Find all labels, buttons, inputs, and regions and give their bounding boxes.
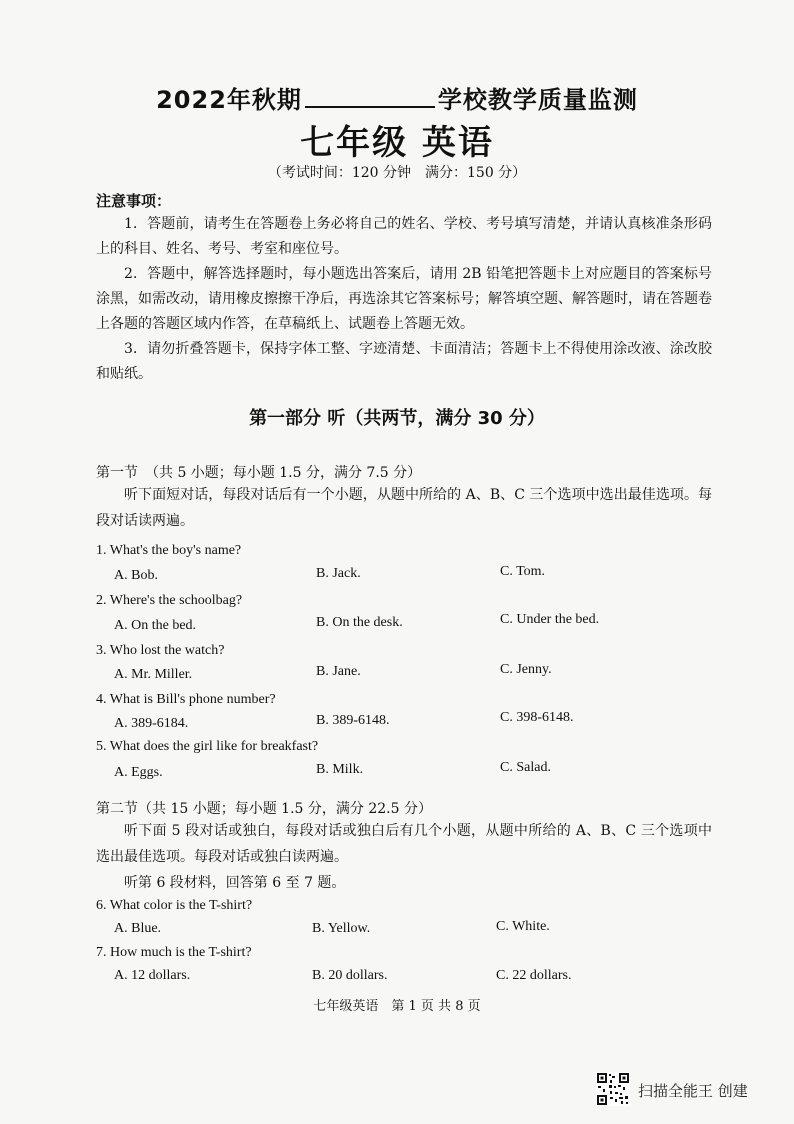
- question: 3. Who lost the watch?: [96, 643, 225, 658]
- option-a: A. Mr. Miller.: [114, 667, 193, 682]
- scanner-watermark: [596, 1072, 776, 1108]
- question: 5. What does the girl like for breakfast?: [96, 739, 319, 754]
- question: 1. What's the boy's name?: [96, 543, 242, 558]
- option-b: B. Milk.: [316, 762, 364, 777]
- option-c: C. Under the bed.: [500, 612, 600, 627]
- option-a: A. On the bed.: [114, 618, 197, 633]
- option-a: A. Eggs.: [114, 765, 163, 780]
- notice-item: 3．请勿折叠答题卡，保持字体工整、字迹清楚、卡面清洁；答题卡上不得使用涂改液、涂改胶和贴纸。: [96, 341, 712, 382]
- question: 2. Where's the schoolbag?: [96, 593, 243, 608]
- notice-title: 注意事项：: [96, 192, 172, 210]
- option-c: C. Jenny.: [500, 662, 552, 677]
- sub-instruction: 听第 6 段材料，回答第 6 至 7 题。: [124, 875, 346, 891]
- exam-info: （考试时间：120 分钟 满分：150 分）: [267, 165, 527, 181]
- question: 4. What is Bill's phone number?: [96, 692, 276, 707]
- option-c: C. White.: [496, 919, 550, 934]
- section-instruction: 听下面 5 段对话或独白，每段对话或独白后有几个小题，从题中所给的 A、B、C 三个选项中选出最佳选项。每段对话或独白读两遍。: [96, 823, 712, 865]
- option-c: C. Salad.: [500, 760, 551, 775]
- option-a: A. 389-6184.: [114, 716, 189, 731]
- part-title: 第一部分 听（共两节，满分 30 分）: [249, 408, 545, 429]
- qr-code-icon: [596, 1072, 630, 1106]
- option-b: B. Jane.: [316, 664, 361, 679]
- watermark-text: 扫描全能王 创建: [638, 1082, 748, 1100]
- option-c: C. Tom.: [500, 564, 546, 579]
- section-heading: 第二节（共 15 小题；每小题 1.5 分，满分 22.5 分）: [96, 801, 432, 817]
- notice-item: 1．答题前，请考生在答题卷上务必将自己的姓名、学校、考号填写清楚，并请认真核准条形码上的科目、姓名、考号、考室和座位号。: [96, 216, 712, 257]
- option-c: C. 22 dollars.: [496, 968, 572, 983]
- option-b: B. Yellow.: [312, 921, 371, 936]
- option-b: B. On the desk.: [316, 615, 403, 630]
- school-name-blank: [305, 88, 435, 108]
- option-b: B. 20 dollars.: [312, 968, 388, 983]
- option-b: B. Jack.: [316, 566, 361, 581]
- section-instruction: 听下面短对话，每段对话后有一个小题，从题中所给的 A、B、C 三个选项中选出最佳选项。每段对话读两遍。: [96, 487, 712, 529]
- subject-title: 七年级 英语: [300, 123, 494, 163]
- question: 7. How much is the T-shirt?: [96, 945, 252, 960]
- page-footer: 七年级英语 第 1 页 共 8 页: [313, 999, 481, 1014]
- section-heading: 第一节 （共 5 小题；每小题 1.5 分，满分 7.5 分）: [96, 465, 422, 481]
- option-a: A. 12 dollars.: [114, 968, 191, 983]
- title-year: 2022年秋期: [156, 86, 302, 114]
- exam-title: [0, 80, 794, 115]
- option-a: A. Bob.: [114, 568, 158, 583]
- option-b: B. 389-6148.: [316, 713, 390, 728]
- notice-item: 2．答题中，解答选择题时，每小题选出答案后，请用 2B 铅笔把答题卡上对应题目的答案标号涂黑，如需改动，请用橡皮擦擦干净后，再选涂其它答案标号；解答填空题、解答题时，请在答题卷上各题的答题区域内作答，在草稿纸上、试题卷上答题无效。: [96, 266, 712, 332]
- option-a: A. Blue.: [114, 921, 162, 936]
- title-rest: 学校教学质量监测: [437, 86, 638, 114]
- option-c: C. 398-6148.: [500, 710, 574, 725]
- question: 6. What color is the T-shirt?: [96, 898, 253, 913]
